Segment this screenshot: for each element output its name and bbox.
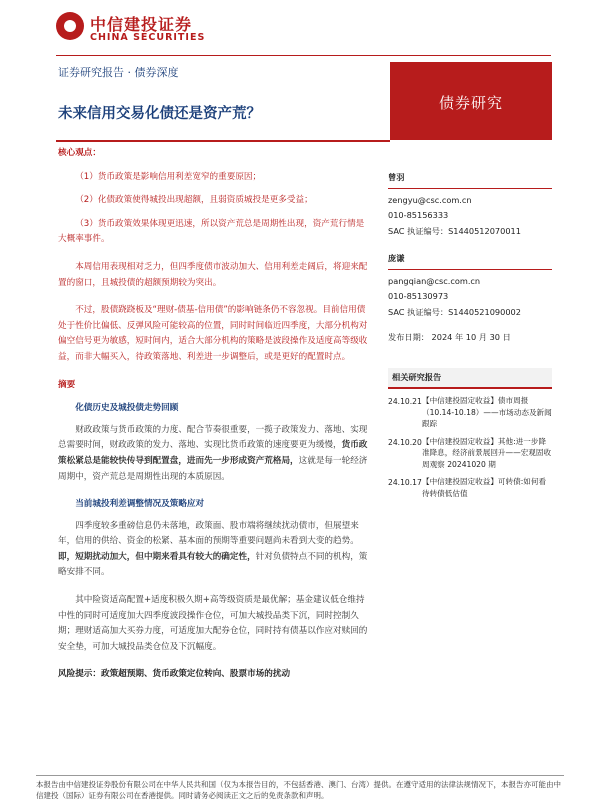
summary-paragraph-2-bold: 即，短期扰动加大，但中期来看具有较大的确定性， — [58, 551, 256, 562]
logo-mark-icon — [56, 12, 84, 40]
core-paragraph-5: 不过，股债跷跷板及“理财-债基-信用债”的影响链条仍不容忽视。目前信用债处于性价比偏低、反弹风险可能较高的位置，同时时间临近四季度，大部分机构对偏空信号更为敏感，短时间内，适合大部分机构的策略是波段操作及适度高等级收益，而非大幅买入，待政策落地、利差进一步调整后，或是更好的配置时点。 — [58, 305, 368, 362]
publish-date: 发布日期： 2024 年 10 月 30 日 — [388, 332, 511, 342]
related-report-title[interactable]: 【中信建投固定收益】其他:进一步降准降息，经济前景展回升——宏观固收周观察 20241020 期 — [422, 436, 552, 469]
related-report-item[interactable] — [388, 395, 552, 430]
related-report-date: 24.10.21 — [388, 397, 422, 406]
related-report-title[interactable]: 【中信建投固定收益】可转债:如何看待转债低估值 — [422, 477, 547, 498]
core-point-2: （2）化债政策使得城投出现超额，且弱资质城投是更多受益； — [75, 195, 313, 206]
summary-paragraph-3: 其中险资适高配置+适度积极久期+高等级资质是最优解；基金建议低仓维持中性的同时可适度加大四季度波段操作仓位，可加大城投品类下沉，同时控制久期；理财适高加大买券力度，可适度加大配券仓位，同时持有债基以作应对赎回的安全垫，可加大城投品类仓位及下沉幅度。 — [58, 595, 368, 652]
summary-paragraph-2-c: 针对负债特点不同的机构，策略安排不同。 — [58, 551, 368, 578]
title-divider — [56, 140, 390, 142]
summary-subheading-1: 化债历史及城投债走势回顾 — [75, 403, 179, 414]
logo-chinese: 中信建投证券 — [90, 15, 193, 34]
report-title: 未来信用交易化债还是资产荒？ — [58, 106, 261, 122]
analyst-2-phone: 010-85130973 — [388, 291, 449, 301]
logo-english: CHINA SECURITIES — [90, 32, 206, 43]
related-report-date: 24.10.20 — [388, 437, 422, 447]
company-logo — [56, 10, 226, 50]
banner-label: 债券研究 — [438, 94, 503, 112]
summary-subheading-2: 当前城投利差调整情况及策略应对 — [75, 499, 205, 510]
core-paragraph-4: 本周信用表现相对乏力，但四季度债市波动加大、信用利差走阔后，将迎来配置的窗口，且城投债的超额预期较为突出。 — [58, 261, 368, 288]
footer-divider — [36, 775, 564, 776]
related-report-title[interactable]: 【中信建投固定收益】债市周报（10.14-10.18）——市场动态及新闻跟踪 — [422, 396, 552, 428]
analyst-2-name: 庞谦 — [388, 251, 552, 270]
summary-paragraph-1 — [58, 423, 372, 485]
main-content — [58, 146, 372, 683]
report-type: 证券研究报告 · 债券深度 — [58, 66, 179, 79]
footer-disclaimer: 本报告由中信建投证券股份有限公司在中华人民共和国（仅为本报告目的，不包括香港、澳门、台湾）提供。在遵守适用的法律法规情况下，本报告亦可能由中信建投（国际）证券有限公司在香港提供。同时请务必阅读正文之后的免责条款和声明。 — [36, 780, 561, 800]
core-heading: 核心观点： — [58, 148, 101, 158]
summary-paragraph-1-bold: 货币政策松紧总是能较快传导到配置盘，进而先一步形成资产荒格局， — [58, 440, 368, 466]
analyst-2-sac: SAC 执证编号：S1440521090002 — [388, 306, 521, 317]
analyst-1-phone: 010-85156333 — [388, 210, 449, 220]
analyst-1-name: 曾羽 — [388, 170, 552, 189]
header-divider — [56, 55, 551, 56]
analyst-1-sac: SAC 执证编号：S1440512070011 — [388, 225, 521, 236]
related-reports-heading: 相关研究报告 — [388, 368, 552, 390]
summary-paragraph-1-a: 财政政策与货币政策的力度、配合节奏很重要，一揽子政策发力、落地、实现总需要时间，财政政策的发力、落地、实现比货币政策的速度要更为缓慢， — [58, 424, 368, 451]
risk-warning: 风险提示：政策超预期、货币政策定位转向、股票市场的扰动 — [58, 669, 291, 680]
sidebar — [388, 170, 552, 499]
analyst-1-email[interactable]: zengyu@csc.com.cn — [388, 194, 472, 205]
analyst-2-email[interactable]: pangqian@csc.com.cn — [388, 275, 481, 286]
summary-paragraph-2 — [58, 519, 372, 581]
core-point-1: （1）货币政策是影响信用利差宽窄的重要原因； — [75, 171, 262, 182]
category-banner — [390, 62, 552, 140]
summary-paragraph-2-a: 四季度较多重磅信息仍未落地，政策面、股市端将继续扰动债市，但展望来年，信用的供给、资金的松紧、基本面的预期等重要问题尚未看到大变的趋势。 — [58, 520, 359, 547]
related-report-item[interactable] — [388, 436, 552, 471]
summary-paragraph-1-c: 这就是每一轮经济周期中，资产荒总是周期性出现的本质原因。 — [58, 455, 368, 482]
core-point-3: （3）货币政策效果体现更迅速，所以资产荒总是周期性出现，资产荒行情是大概率事件。 — [58, 218, 365, 245]
related-report-item[interactable] — [388, 476, 552, 499]
summary-heading: 摘要 — [58, 379, 76, 390]
related-report-date: 24.10.17 — [388, 478, 422, 487]
